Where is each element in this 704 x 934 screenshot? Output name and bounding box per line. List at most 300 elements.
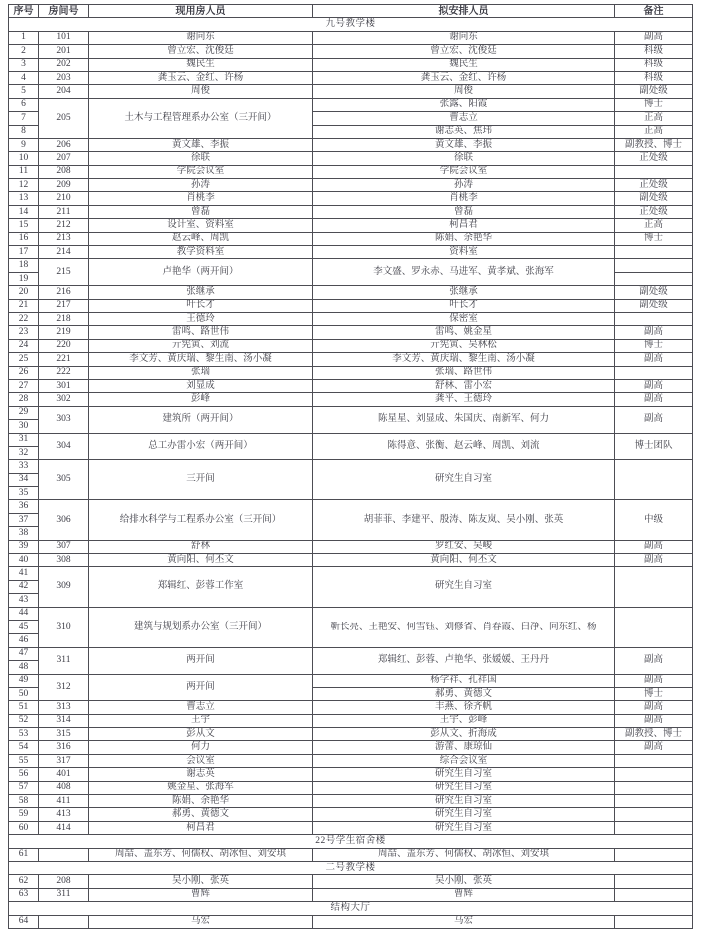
serial-cell: 22 xyxy=(9,312,39,325)
data-row xyxy=(9,781,693,794)
planned-occupant-cell: 研究生自习室 xyxy=(313,768,615,781)
data-row xyxy=(9,714,693,727)
data-row xyxy=(9,701,693,714)
serial-cell: 27 xyxy=(9,379,39,392)
remark-cell: 副高 xyxy=(615,31,693,44)
current-occupant-cell: 赵云峰、周凯 xyxy=(89,232,313,245)
room-number-cell: 307 xyxy=(39,540,89,553)
serial-cell: 17 xyxy=(9,246,39,259)
room-number-cell: 201 xyxy=(39,45,89,58)
column-header-room: 房间号 xyxy=(39,5,89,18)
planned-occupant-cell: 龚平、王德玲 xyxy=(313,393,615,406)
current-occupant-cell: 孙涛 xyxy=(89,179,313,192)
section-row xyxy=(9,902,693,915)
current-occupant-cell: 卢艳华（两开间） xyxy=(89,259,313,286)
remark-cell xyxy=(615,808,693,821)
data-row xyxy=(9,205,693,218)
remark-cell xyxy=(615,768,693,781)
remark-cell: 副高 xyxy=(615,554,693,567)
data-row xyxy=(9,540,693,553)
planned-occupant-cell: 李文盛、罗永赤、马进军、黄孝斌、张海军 xyxy=(313,259,615,286)
room-number-cell: 220 xyxy=(39,339,89,352)
serial-cell: 45 xyxy=(9,620,39,633)
section-row xyxy=(9,18,693,31)
current-occupant-cell: 李文芳、黄庆瑞、黎生南、汤小凝 xyxy=(89,353,313,366)
current-occupant-cell: 黄向阳、何丕文 xyxy=(89,554,313,567)
remark-cell xyxy=(615,848,693,861)
planned-occupant-cell: 郝勇、黄德文 xyxy=(313,687,615,700)
room-number-cell: 218 xyxy=(39,312,89,325)
serial-cell: 44 xyxy=(9,607,39,620)
remark-cell: 副高 xyxy=(615,393,693,406)
serial-cell: 11 xyxy=(9,165,39,178)
current-occupant-cell: 王宇 xyxy=(89,714,313,727)
data-row xyxy=(9,85,693,98)
serial-cell: 37 xyxy=(9,513,39,526)
serial-cell: 42 xyxy=(9,580,39,593)
data-row xyxy=(9,607,693,620)
remark-cell: 正处级 xyxy=(615,179,693,192)
room-number-cell: 217 xyxy=(39,299,89,312)
planned-occupant-cell: 魏民生 xyxy=(313,58,615,71)
planned-occupant-cell: 亓宪寅、吴林松 xyxy=(313,339,615,352)
remark-cell xyxy=(615,607,693,647)
column-header-planned: 拟安排人员 xyxy=(313,5,615,18)
column-header-current: 现用房人员 xyxy=(89,5,313,18)
current-occupant-cell: 教学资料室 xyxy=(89,246,313,259)
planned-occupant-cell: 谢向东 xyxy=(313,31,615,44)
room-number-cell: 304 xyxy=(39,433,89,460)
remark-cell xyxy=(615,795,693,808)
data-row xyxy=(9,98,693,111)
room-number-cell: 305 xyxy=(39,460,89,500)
serial-cell: 41 xyxy=(9,567,39,580)
room-number-cell: 205 xyxy=(39,98,89,138)
current-occupant-cell: 龚玉云、金红、许杨 xyxy=(89,71,313,84)
serial-cell: 35 xyxy=(9,487,39,500)
current-occupant-cell: 给排水科学与工程系办公室（三开间） xyxy=(89,500,313,540)
remark-cell: 副高 xyxy=(615,353,693,366)
room-number-cell: 203 xyxy=(39,71,89,84)
room-number-cell: 312 xyxy=(39,674,89,701)
planned-occupant-cell: 吴小刚、张英 xyxy=(313,875,615,888)
serial-cell: 8 xyxy=(9,125,39,138)
planned-occupant-cell: 郑辑红、彭蓉、卢艳华、张媛媛、王丹丹 xyxy=(313,647,615,674)
current-occupant-cell: 周俊 xyxy=(89,85,313,98)
current-occupant-cell: 建筑与规划系办公室（三开间） xyxy=(89,607,313,647)
data-row xyxy=(9,259,693,272)
current-occupant-cell: 黄文雄、李振 xyxy=(89,138,313,151)
room-number-cell: 413 xyxy=(39,808,89,821)
room-number-cell: 216 xyxy=(39,286,89,299)
serial-cell: 46 xyxy=(9,634,39,647)
remark-cell: 副高 xyxy=(615,540,693,553)
data-row xyxy=(9,433,693,446)
data-row xyxy=(9,754,693,767)
planned-occupant-cell: 肖桃李 xyxy=(313,192,615,205)
data-row xyxy=(9,192,693,205)
room-number-cell: 207 xyxy=(39,152,89,165)
remark-cell: 正高 xyxy=(615,125,693,138)
section-row xyxy=(9,862,693,875)
serial-cell: 52 xyxy=(9,714,39,727)
serial-cell: 3 xyxy=(9,58,39,71)
current-occupant-cell: 两开间 xyxy=(89,647,313,674)
room-number-cell: 414 xyxy=(39,821,89,834)
planned-occupant-cell: 曾磊 xyxy=(313,205,615,218)
current-occupant-cell: 徐联 xyxy=(89,152,313,165)
serial-cell: 39 xyxy=(9,540,39,553)
serial-cell: 36 xyxy=(9,500,39,513)
data-row xyxy=(9,768,693,781)
serial-cell: 29 xyxy=(9,406,39,419)
data-row xyxy=(9,875,693,888)
planned-occupant-cell: 陈得意、张衡、赵云峰、周凯、刘流 xyxy=(313,433,615,460)
room-number-cell: 208 xyxy=(39,165,89,178)
planned-occupant-cell: 保密室 xyxy=(313,312,615,325)
current-occupant-cell: 学院会议室 xyxy=(89,165,313,178)
room-number-cell: 214 xyxy=(39,246,89,259)
data-row xyxy=(9,246,693,259)
serial-cell: 5 xyxy=(9,85,39,98)
planned-occupant-cell: 张瑞、路世伟 xyxy=(313,366,615,379)
remark-cell xyxy=(615,888,693,901)
remark-cell: 博士团队 xyxy=(615,433,693,460)
planned-occupant-cell: 陈娟、余艳华 xyxy=(313,232,615,245)
remark-cell xyxy=(615,460,693,500)
planned-occupant-cell: 徐联 xyxy=(313,152,615,165)
current-occupant-cell: 王德玲 xyxy=(89,312,313,325)
planned-occupant-cell: 彭从文、折海成 xyxy=(313,728,615,741)
planned-occupant-cell: 学院会议室 xyxy=(313,165,615,178)
remark-cell: 博士 xyxy=(615,687,693,700)
data-row xyxy=(9,647,693,660)
serial-cell: 57 xyxy=(9,781,39,794)
serial-cell: 50 xyxy=(9,687,39,700)
current-occupant-cell: 雷鸣、路世伟 xyxy=(89,326,313,339)
serial-cell: 53 xyxy=(9,728,39,741)
serial-cell: 4 xyxy=(9,71,39,84)
room-number-cell: 202 xyxy=(39,58,89,71)
room-number-cell: 302 xyxy=(39,393,89,406)
serial-cell: 26 xyxy=(9,366,39,379)
room-number-cell: 309 xyxy=(39,567,89,607)
overflow-clipped-text: 靳长亮、王艳安、何雪钰、刘修省、肖春霞、白净、向东红、杨 xyxy=(330,621,597,632)
planned-occupant-cell: 研究生自习室 xyxy=(313,781,615,794)
planned-occupant-cell: 综合会议室 xyxy=(313,754,615,767)
planned-occupant-cell: 叶长才 xyxy=(313,299,615,312)
planned-occupant-cell: 周俊 xyxy=(313,85,615,98)
serial-cell: 13 xyxy=(9,192,39,205)
remark-cell xyxy=(615,272,693,285)
serial-cell: 1 xyxy=(9,31,39,44)
planned-occupant-cell: 孙涛 xyxy=(313,179,615,192)
serial-cell: 40 xyxy=(9,554,39,567)
room-number-cell: 411 xyxy=(39,795,89,808)
data-row xyxy=(9,366,693,379)
current-occupant-cell: 曹辉 xyxy=(89,888,313,901)
remark-cell xyxy=(615,821,693,834)
room-number-cell: 308 xyxy=(39,554,89,567)
serial-cell: 24 xyxy=(9,339,39,352)
planned-occupant-cell: 胡菲菲、李建平、殷涛、陈友岚、吴小刚、张英 xyxy=(313,500,615,540)
data-row xyxy=(9,219,693,232)
serial-cell: 21 xyxy=(9,299,39,312)
room-number-cell: 301 xyxy=(39,379,89,392)
serial-cell: 38 xyxy=(9,527,39,540)
current-occupant-cell: 谢志英 xyxy=(89,768,313,781)
current-occupant-cell: 谢向东 xyxy=(89,31,313,44)
room-number-cell: 221 xyxy=(39,353,89,366)
planned-occupant-cell: 资料室 xyxy=(313,246,615,259)
serial-cell: 64 xyxy=(9,915,39,928)
serial-cell: 62 xyxy=(9,875,39,888)
room-number-cell: 206 xyxy=(39,138,89,151)
serial-cell: 31 xyxy=(9,433,39,446)
remark-cell xyxy=(615,754,693,767)
remark-cell: 副处级 xyxy=(615,286,693,299)
serial-cell: 20 xyxy=(9,286,39,299)
room-number-cell xyxy=(39,915,89,928)
room-number-cell: 208 xyxy=(39,875,89,888)
section-row xyxy=(9,835,693,848)
current-occupant-cell: 马宏 xyxy=(89,915,313,928)
data-row xyxy=(9,152,693,165)
data-row xyxy=(9,286,693,299)
planned-occupant-cell: 舒林、雷小宏 xyxy=(313,379,615,392)
planned-occupant-cell: 研究生自习室 xyxy=(313,808,615,821)
serial-cell: 9 xyxy=(9,138,39,151)
remark-cell: 副处级 xyxy=(615,192,693,205)
planned-occupant-cell: 曹志立 xyxy=(313,112,615,125)
serial-cell: 23 xyxy=(9,326,39,339)
serial-cell: 14 xyxy=(9,205,39,218)
remark-cell: 副高 xyxy=(615,647,693,674)
current-occupant-cell: 姚金星、张海军 xyxy=(89,781,313,794)
remark-cell: 科级 xyxy=(615,58,693,71)
remark-cell: 博士 xyxy=(615,339,693,352)
planned-occupant-cell: 游蕾、康琼仙 xyxy=(313,741,615,754)
remark-cell: 副处级 xyxy=(615,299,693,312)
current-occupant-cell: 亓宪寅、刘流 xyxy=(89,339,313,352)
data-row xyxy=(9,821,693,834)
remark-cell xyxy=(615,875,693,888)
remark-cell: 副处级 xyxy=(615,85,693,98)
remark-cell: 正高 xyxy=(615,219,693,232)
data-row xyxy=(9,353,693,366)
remark-cell xyxy=(615,781,693,794)
room-number-cell: 209 xyxy=(39,179,89,192)
column-header-remark: 备注 xyxy=(615,5,693,18)
remark-cell: 副高 xyxy=(615,674,693,687)
remark-cell: 正处级 xyxy=(615,205,693,218)
data-row xyxy=(9,138,693,151)
serial-cell: 2 xyxy=(9,45,39,58)
room-number-cell: 316 xyxy=(39,741,89,754)
table-header-row xyxy=(9,5,693,18)
data-row xyxy=(9,848,693,861)
data-row xyxy=(9,312,693,325)
current-occupant-cell: 建筑所（两开间） xyxy=(89,406,313,433)
data-row xyxy=(9,45,693,58)
planned-occupant-cell: 黄向阳、何丕文 xyxy=(313,554,615,567)
remark-cell: 中级 xyxy=(615,500,693,540)
planned-occupant-cell: 谢志英、焦玮 xyxy=(313,125,615,138)
serial-cell: 61 xyxy=(9,848,39,861)
room-assignment-table xyxy=(8,4,693,929)
planned-occupant-cell: 研究生自习室 xyxy=(313,567,615,607)
planned-occupant-cell: 曹辉 xyxy=(313,888,615,901)
data-row xyxy=(9,406,693,419)
room-number-cell: 315 xyxy=(39,728,89,741)
serial-cell: 48 xyxy=(9,661,39,674)
data-row xyxy=(9,460,693,473)
current-occupant-cell: 彭峰 xyxy=(89,393,313,406)
room-number-cell xyxy=(39,848,89,861)
remark-cell: 副教授、博士 xyxy=(615,138,693,151)
planned-occupant-cell: 杨学祥、孔祥国 xyxy=(313,674,615,687)
data-row xyxy=(9,232,693,245)
room-number-cell: 212 xyxy=(39,219,89,232)
data-row xyxy=(9,554,693,567)
remark-cell: 博士 xyxy=(615,98,693,111)
serial-cell: 59 xyxy=(9,808,39,821)
serial-cell: 16 xyxy=(9,232,39,245)
current-occupant-cell: 叶长才 xyxy=(89,299,313,312)
data-row xyxy=(9,179,693,192)
room-number-cell: 401 xyxy=(39,768,89,781)
current-occupant-cell: 郑辑红、彭蓉工作室 xyxy=(89,567,313,607)
room-number-cell: 219 xyxy=(39,326,89,339)
room-number-cell: 310 xyxy=(39,607,89,647)
room-number-cell: 306 xyxy=(39,500,89,540)
remark-cell: 副高 xyxy=(615,741,693,754)
data-row xyxy=(9,326,693,339)
serial-cell: 28 xyxy=(9,393,39,406)
current-occupant-cell: 魏民生 xyxy=(89,58,313,71)
remark-cell: 副高 xyxy=(615,379,693,392)
planned-occupant-cell: 研究生自习室 xyxy=(313,821,615,834)
remark-cell xyxy=(615,312,693,325)
room-number-cell: 311 xyxy=(39,647,89,674)
data-row xyxy=(9,71,693,84)
remark-cell xyxy=(615,165,693,178)
planned-occupant-cell: 龚玉云、金红、许杨 xyxy=(313,71,615,84)
serial-cell: 7 xyxy=(9,112,39,125)
room-number-cell: 204 xyxy=(39,85,89,98)
serial-cell: 12 xyxy=(9,179,39,192)
serial-cell: 30 xyxy=(9,420,39,433)
column-header-no: 序号 xyxy=(9,5,39,18)
planned-occupant-cell: 陈星星、刘显成、朱国庆、南新军、何力 xyxy=(313,406,615,433)
data-row xyxy=(9,299,693,312)
current-occupant-cell: 土木与工程管理系办公室（三开间） xyxy=(89,98,313,138)
serial-cell: 18 xyxy=(9,259,39,272)
current-occupant-cell: 舒林 xyxy=(89,540,313,553)
current-occupant-cell: 曹志立 xyxy=(89,701,313,714)
planned-occupant-cell: 周喆、盖东芳、何儒权、胡冰恒、刘安琪 xyxy=(313,848,615,861)
remark-cell: 科级 xyxy=(615,71,693,84)
room-number-cell: 313 xyxy=(39,701,89,714)
current-occupant-cell: 会议室 xyxy=(89,754,313,767)
planned-occupant-cell: 雷鸣、姚金星 xyxy=(313,326,615,339)
serial-cell: 56 xyxy=(9,768,39,781)
remark-cell: 副高 xyxy=(615,406,693,433)
remark-cell: 科级 xyxy=(615,45,693,58)
data-row xyxy=(9,58,693,71)
current-occupant-cell: 周喆、盖东芳、何儒权、胡冰恒、刘安琪 xyxy=(89,848,313,861)
current-occupant-cell: 张瑞 xyxy=(89,366,313,379)
serial-cell: 25 xyxy=(9,353,39,366)
planned-occupant-cell: 李文芳、黄庆瑞、黎生南、汤小凝 xyxy=(313,353,615,366)
remark-cell: 副教授、博士 xyxy=(615,728,693,741)
remark-cell xyxy=(615,259,693,272)
planned-occupant-cell: 马宏 xyxy=(313,915,615,928)
serial-cell: 34 xyxy=(9,473,39,486)
building-section-title: 九号教学楼 xyxy=(9,18,693,31)
room-number-cell: 311 xyxy=(39,888,89,901)
planned-occupant-cell: 张露、阳霞 xyxy=(313,98,615,111)
remark-cell: 副高 xyxy=(615,326,693,339)
serial-cell: 51 xyxy=(9,701,39,714)
current-occupant-cell: 何力 xyxy=(89,741,313,754)
current-occupant-cell: 刘显成 xyxy=(89,379,313,392)
data-row xyxy=(9,888,693,901)
planned-occupant-cell: 罗红安、吴峻 xyxy=(313,540,615,553)
data-row xyxy=(9,915,693,928)
room-number-cell: 210 xyxy=(39,192,89,205)
room-number-cell: 222 xyxy=(39,366,89,379)
data-row xyxy=(9,393,693,406)
room-number-cell: 211 xyxy=(39,205,89,218)
data-row xyxy=(9,31,693,44)
serial-cell: 43 xyxy=(9,594,39,607)
current-occupant-cell: 两开间 xyxy=(89,674,313,701)
current-occupant-cell: 柯昌君 xyxy=(89,821,313,834)
remark-cell xyxy=(615,366,693,379)
remark-cell: 副高 xyxy=(615,701,693,714)
planned-occupant-cell: 曾立宏、沈俊廷 xyxy=(313,45,615,58)
data-row xyxy=(9,379,693,392)
serial-cell: 63 xyxy=(9,888,39,901)
remark-cell xyxy=(615,915,693,928)
room-number-cell: 408 xyxy=(39,781,89,794)
planned-occupant-cell: 丰燕、徐齐帆 xyxy=(313,701,615,714)
remark-cell: 正高 xyxy=(615,112,693,125)
serial-cell: 58 xyxy=(9,795,39,808)
serial-cell: 10 xyxy=(9,152,39,165)
serial-cell: 32 xyxy=(9,446,39,459)
remark-cell: 正处级 xyxy=(615,152,693,165)
room-number-cell: 303 xyxy=(39,406,89,433)
planned-occupant-cell: 王宇、彭峰 xyxy=(313,714,615,727)
data-row xyxy=(9,741,693,754)
current-occupant-cell: 肖桃李 xyxy=(89,192,313,205)
current-occupant-cell: 吴小刚、张英 xyxy=(89,875,313,888)
remark-cell: 博士 xyxy=(615,232,693,245)
current-occupant-cell: 郝勇、黄德文 xyxy=(89,808,313,821)
planned-occupant-cell xyxy=(313,607,615,647)
data-row xyxy=(9,500,693,513)
current-occupant-cell: 曾磊 xyxy=(89,205,313,218)
data-row xyxy=(9,728,693,741)
current-occupant-cell: 三开间 xyxy=(89,460,313,500)
building-section-title: 22号学生宿舍楼 xyxy=(9,835,693,848)
serial-cell: 60 xyxy=(9,821,39,834)
room-number-cell: 101 xyxy=(39,31,89,44)
serial-cell: 49 xyxy=(9,674,39,687)
current-occupant-cell: 彭从文 xyxy=(89,728,313,741)
